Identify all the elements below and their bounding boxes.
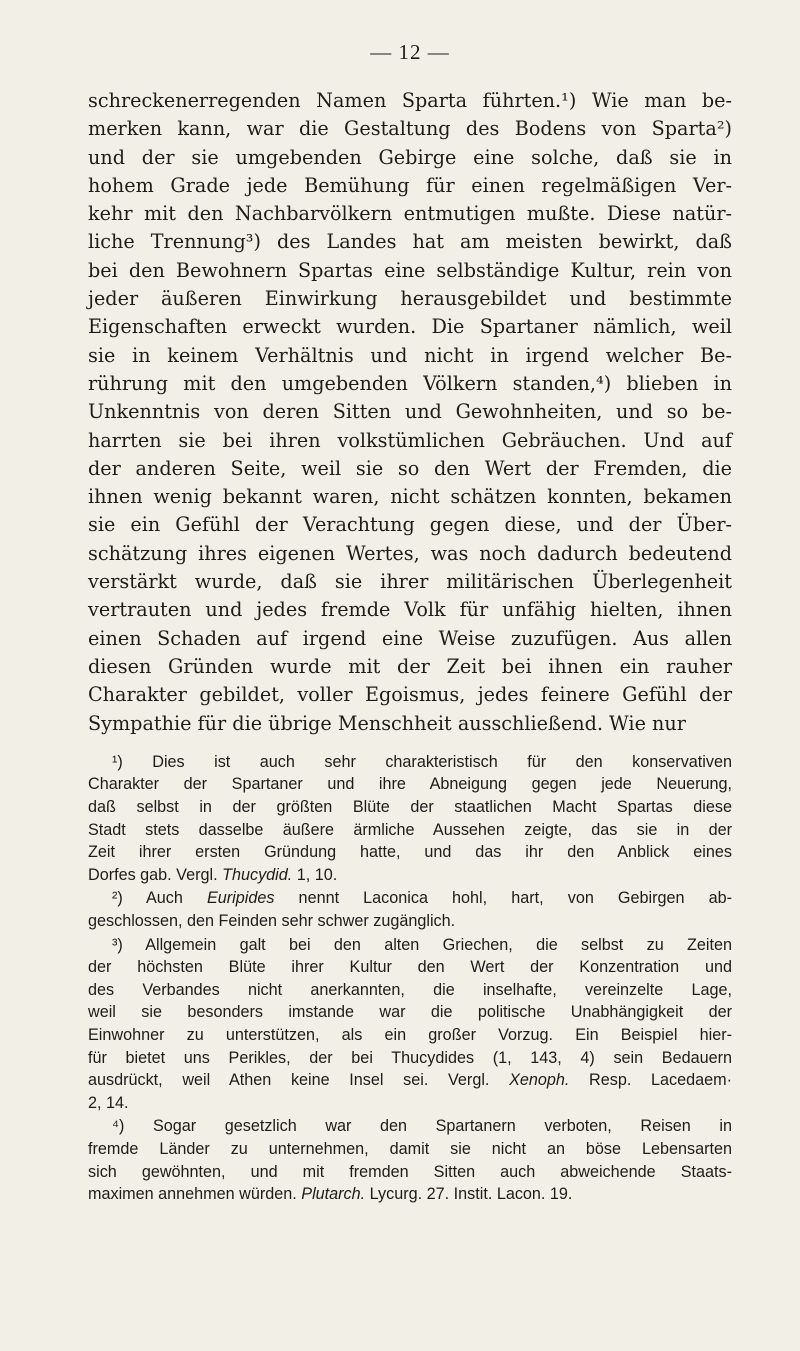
body-line: der anderen Seite, weil sie so den Wert der Fremden, die	[88, 456, 732, 480]
cited-author: Xenoph.	[509, 1071, 570, 1090]
page-number: — 12 —	[370, 40, 450, 64]
body-line: diesen Gründen wurde mit der Zeit bei ihnen ein rauher	[88, 654, 732, 678]
footnote-line	[88, 1069, 732, 1092]
footnote-text: maximen annehmen würden.	[88, 1185, 302, 1204]
footnotes	[88, 751, 732, 1206]
footnote-line: sich gewöhnten, und mit fremden Sitten auch abweichende Staats-	[88, 1162, 732, 1181]
cited-author: Euripides	[206, 889, 275, 908]
body-line: schreckenerregenden Namen Sparta führten.¹) Wie man be-	[88, 89, 732, 112]
footnote-text: Resp. Lacedaem·	[569, 1071, 732, 1090]
footnote-line: der höchsten Blüte ihrer Kultur den Wert der Konzentration und	[88, 958, 732, 977]
footnote-line: ⁴) Sogar gesetzlich war den Spartanern verboten, Reisen in	[112, 1117, 732, 1136]
footnote-line: daß selbst in der größten Blüte der staatlichen Macht Spartas diese	[88, 798, 732, 817]
body-line: Eigenschaften erweckt wurden. Die Spartaner nämlich, weil	[88, 315, 732, 339]
footnote-line: Einwohner zu unterstützen, als ein großer Vorzug. Ein Beispiel hier-	[88, 1025, 732, 1044]
footnote-text: ausdrückt, weil Athen keine Insel sei. Vergl.	[88, 1071, 510, 1090]
footnote-line: ¹) Dies ist auch sehr charakteristisch für den konservativen	[112, 752, 732, 771]
footnote-line	[88, 864, 732, 887]
body-line: und der sie umgebenden Gebirge eine solche, daß sie in	[88, 145, 732, 169]
footnote-line: 2, 14.	[88, 1093, 129, 1112]
footnote-line: Zeit ihrer ersten Gründung hatte, und das ihr den Anblick eines	[88, 843, 732, 862]
footnote-text: Lycurg. 27. Instit. Lacon. 19.	[365, 1185, 573, 1204]
footnote-line: ³) Allgemein galt bei den alten Griechen, die selbst zu Zeiten	[112, 935, 732, 954]
body-line: ihnen wenig bekannt waren, nicht schätzen konnten, bekamen	[88, 485, 732, 509]
book-page	[88, 40, 732, 1207]
footnote-4	[88, 1115, 732, 1205]
footnote-3	[88, 934, 732, 1115]
body-line: sie ein Gefühl der Verachtung gegen diese, und der Über-	[88, 513, 732, 537]
body-line: merken kann, war die Gestaltung des Bodens von Sparta²)	[88, 117, 732, 141]
footnote-line: Stadt stets dasselbe äußere ärmliche Aussehen zeigte, das sie in der	[88, 820, 732, 839]
body-line: Charakter gebildet, voller Egoismus, jedes feinere Gefühl der	[88, 683, 732, 707]
footnote-line: für bietet uns Perikles, der bei Thucydides (1, 143, 4) sein Bedauern	[88, 1048, 732, 1067]
body-line: kehr mit den Nachbarvölkern entmutigen mußte. Diese natür-	[88, 202, 732, 226]
cited-author: Thucydid.	[222, 865, 293, 884]
body-line: sie in keinem Verhältnis und nicht in irgend welcher Be-	[88, 343, 732, 367]
footnote-2	[88, 887, 732, 932]
footnote-line	[88, 1183, 732, 1206]
body-line: jeder äußeren Einwirkung herausgebildet und bestimmte	[88, 287, 732, 311]
body-line: vertrauten und jedes fremde Volk für unfähig hielten, ihnen	[88, 598, 732, 622]
footnote-1	[88, 751, 732, 887]
footnote-text: Dorfes gab. Vergl.	[88, 865, 223, 884]
body-line: einen Schaden auf irgend eine Weise zuzufügen. Aus allen	[88, 626, 732, 650]
footnote-line: geschlossen, den Feinden sehr schwer zugänglich.	[88, 911, 456, 930]
footnote-line	[88, 887, 732, 910]
footnote-text: nennt Laconica hohl, hart, von Gebirgen ab-	[274, 889, 732, 908]
body-line: hohem Grade jede Bemühung für einen regelmäßigen Ver-	[88, 173, 732, 197]
body-line: Unkenntnis von deren Sitten und Gewohnheiten, und so be-	[88, 400, 732, 424]
body-line: rührung mit den umgebenden Völkern standen,⁴) blieben in	[88, 371, 732, 395]
body-line: liche Trennung³) des Landes hat am meisten bewirkt, daß	[88, 230, 732, 254]
footnote-line: fremde Länder zu unternehmen, damit sie nicht an böse Lebensarten	[88, 1139, 732, 1158]
body-line: verstärkt wurde, daß sie ihrer militärischen Überlegenheit	[88, 570, 732, 594]
footnote-line: Charakter der Spartaner und ihre Abneigung gegen jede Neuerung,	[88, 775, 732, 794]
body-line: Sympathie für die übrige Menschheit ausschließend. Wie nur	[88, 711, 686, 735]
footnote-text: ²) Auch	[112, 889, 207, 908]
footnote-text: 1, 10.	[292, 865, 338, 884]
body-paragraph	[88, 87, 732, 738]
footnote-line: weil sie besonders imstande war die politische Unabhängigkeit der	[88, 1003, 732, 1022]
body-line: schätzung ihres eigenen Wertes, was noch dadurch bedeutend	[88, 541, 732, 565]
footnote-line: des Verbandes nicht anerkannten, die inselhafte, vereinzelte Lage,	[88, 980, 732, 999]
body-line: harrten sie bei ihren volkstümlichen Gebräuchen. Und auf	[88, 428, 732, 452]
body-line: bei den Bewohnern Spartas eine selbständige Kultur, rein von	[88, 258, 732, 282]
cited-author: Plutarch.	[301, 1185, 366, 1204]
